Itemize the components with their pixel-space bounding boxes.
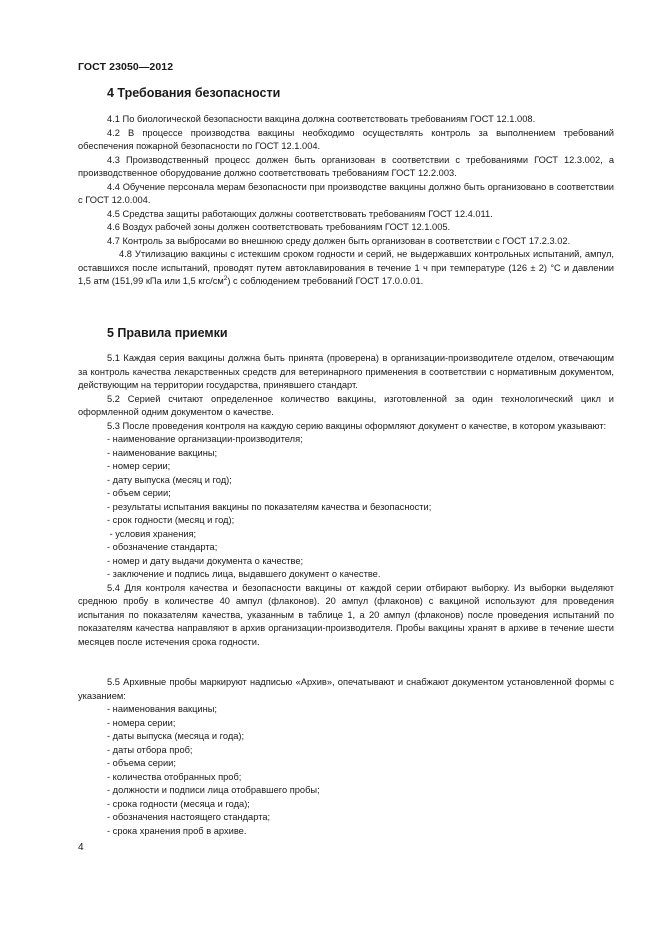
list-item: - заключение и подпись лица, выдавшего документ о качестве. xyxy=(107,569,381,579)
list-item: - объема серии; xyxy=(107,758,176,768)
list-item: - должности и подписи лица отобравшего пробы; xyxy=(107,785,320,795)
archive-label-list xyxy=(78,703,614,838)
paragraph-4-8 xyxy=(78,248,614,289)
section-4-body xyxy=(78,113,614,289)
list-item: - срок годности (месяц и год); xyxy=(107,515,235,525)
paragraph-5-3: 5.3 После проведения контроля на каждую серию вакцины оформляют документ о качестве, в котором указывают: xyxy=(107,420,607,431)
list-item: - наименование вакцины; xyxy=(107,447,218,458)
list-item: - наименование организации-производителя; xyxy=(107,434,303,444)
list-item: - дату выпуска (месяц и год); xyxy=(107,474,232,485)
superscript-2: 2 xyxy=(223,274,228,282)
paragraph-4-7: 4.7 Контроль за выбросами во внешнюю среду должен быть организован в соответствии с ГОСТ 17.2.3.02. xyxy=(107,235,571,246)
paragraph-5-5: 5.5 Архивные пробы маркируют надписью «Архив», опечатывают и снабжают документом установленной формы с указанием: xyxy=(78,677,614,701)
list-item: - наименования вакцины; xyxy=(107,704,217,714)
list-item: - обозначение стандарта; xyxy=(107,542,218,552)
page-number: 4 xyxy=(78,842,84,853)
paragraph-4-5: 4.5 Средства защиты работающих должны соответствовать требованиям ГОСТ 12.4.011. xyxy=(107,208,493,219)
list-item: - срока годности (месяца и года); xyxy=(107,798,250,809)
list-item: - номера серии; xyxy=(107,717,176,728)
list-item: - обозначения настоящего стандарта; xyxy=(107,812,271,822)
list-item: - количества отобранных проб; xyxy=(107,771,242,782)
list-item: - срока хранения проб в архиве. xyxy=(107,825,247,836)
section-4-title: 4 Требования безопасности xyxy=(107,86,281,100)
section-5-body xyxy=(78,352,614,649)
list-item: - даты отбора проб; xyxy=(107,744,193,755)
paragraph-5-2: 5.2 Серией считают определенное количество вакцины, изготовленной за один технологический цикл и оформленной одним документом о качестве. xyxy=(78,393,614,417)
paragraph-4-3: 4.3 Производственный процесс должен быть организован в соответствии с требованиями ГОСТ 12.3.002, а производственное оборудование должно соответствовать требованиям ГОСТ 12.2.003. xyxy=(78,154,614,178)
paragraph-4-8-tail: ) с соблюдением требований ГОСТ 17.0.0.01. xyxy=(227,276,424,286)
paragraph-4-6: 4.6 Воздух рабочей зоны должен соответствовать требованиям ГОСТ 12.1.005. xyxy=(107,222,451,232)
list-item: - номер и дату выдачи документа о качестве; xyxy=(107,555,304,566)
document-code-header: ГОСТ 23050—2012 xyxy=(78,61,174,73)
paragraph-5-4: 5.4 Для контроля качества и безопасности вакцины от каждой серии отбирают выборку. Из выборки выделяют среднюю пробу в количестве 40 ампул (флаконов). 20 ампул (флаконов) с вакциной используют для проведения испытания по показателям качества, указанным в таблице 1, а 20 ампул (флаконов) после проведения испытаний по показателям качества направляют в архив организации-производителя. Пробы вакцины хранят в архиве в течение шести месяцев после истечения срока годности. xyxy=(78,582,614,647)
list-item: - номер серии; xyxy=(107,461,171,471)
paragraph-4-2: 4.2 В процессе производства вакцины необходимо осуществлять контроль за выполнением требований обеспечения пожарной безопасности по ГОСТ 12.1.004. xyxy=(78,127,614,151)
paragraph-4-1: 4.1 По биологической безопасности вакцина должна соответствовать требованиям ГОСТ 12.1.008. xyxy=(107,114,536,124)
list-item: - условия хранения; xyxy=(107,528,197,539)
list-item: - результаты испытания вакцины по показателям качества и безопасности; xyxy=(107,501,432,512)
section-5-body-cont xyxy=(78,676,614,838)
quality-document-list xyxy=(78,433,614,582)
paragraph-4-4: 4.4 Обучение персонала мерам безопасности при производстве вакцины должно быть организовано в соответствии с ГОСТ 12.0.004. xyxy=(78,181,614,205)
list-item: - даты выпуска (месяца и года); xyxy=(107,731,245,741)
paragraph-4-8-text: 4.8 Утилизацию вакцины с истекшим сроком годности и серий, не выдержавших контрольных испытаний, ампул, оставшихся после испытаний, проводят путем автоклавирования в течение 1 ч при температуре (126 ± 2) °С и давлении 1,5 атм (151,99 кПа или 1,5 кгс/см xyxy=(78,249,614,286)
list-item: - объем серии; xyxy=(107,488,171,498)
paragraph-5-1: 5.1 Каждая серия вакцины должна быть принята (проверена) в организации-производителе отделом, отвечающим за контроль качества лекарственных средств для ветеринарного применения в соответствии с нормативным документом, действующим на территории государства, принявшего стандарт. xyxy=(78,353,614,390)
section-5-title: 5 Правила приемки xyxy=(107,326,228,340)
